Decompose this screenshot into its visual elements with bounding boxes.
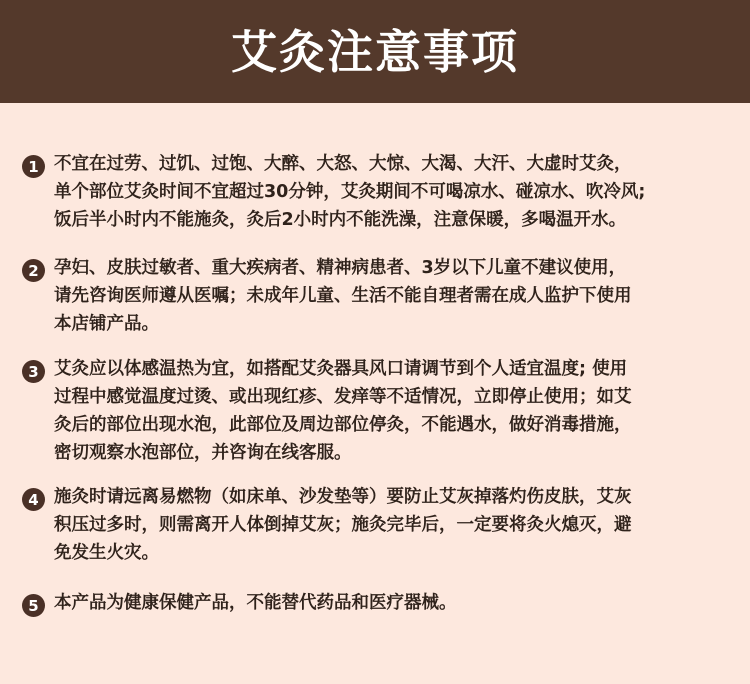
notice-item-2 — [22, 254, 734, 338]
number-badge-1: 1 — [22, 155, 45, 178]
notice-text-3 — [54, 355, 734, 467]
notice-text-1 — [54, 150, 734, 234]
notice-item-5 — [22, 589, 734, 617]
notice-line: 密切观察水泡部位，并咨询在线客服。 — [54, 443, 352, 463]
number-badge-2: 2 — [22, 259, 45, 282]
notice-text-5 — [54, 589, 734, 617]
notice-item-1 — [22, 150, 734, 234]
notice-line: 不宜在过劳、过饥、过饱、大醉、大怒、大惊、大渴、大汗、大虚时艾灸， — [54, 154, 632, 174]
notice-line: 请先咨询医师遵从医嘱；未成年儿童、生活不能自理者需在成人监护下使用 — [54, 286, 632, 306]
notice-text-2 — [54, 254, 734, 338]
notice-text-4 — [54, 483, 734, 567]
notice-line: 积压过多时，则需离开人体倒掉艾灰；施灸完毕后，一定要将灸火熄灭，避 — [54, 515, 632, 535]
notice-line: 饭后半小时内不能施灸，灸后2小时内不能洗澡，注意保暖，多喝温开水。 — [54, 210, 627, 230]
notice-line: 孕妇、皮肤过敏者、重大疾病者、精神病患者、3岁以下儿童不建议使用， — [54, 258, 627, 278]
notice-line: 过程中感觉温度过烫、或出现红疹、发痒等不适情况，立即停止使用；如艾 — [54, 387, 632, 407]
notice-line: 艾灸应以体感温热为宜，如搭配艾灸器具风口请调节到个人适宜温度; 使用 — [54, 359, 628, 379]
notice-line: 本店铺产品。 — [54, 314, 159, 334]
notice-line: 灸后的部位出现水泡，此部位及周边部位停灸，不能遇水，做好消毒措施， — [54, 415, 632, 435]
notice-line: 单个部位艾灸时间不宜超过30分钟，艾灸期间不可喝凉水、碰凉水、吹冷风; — [54, 182, 646, 202]
number-badge-3: 3 — [22, 360, 45, 383]
notice-line: 免发生火灾。 — [54, 543, 159, 563]
notice-line: 本产品为健康保健产品，不能替代药品和医疗器械。 — [54, 593, 457, 613]
notice-item-4 — [22, 483, 734, 567]
notice-line: 施灸时请远离易燃物（如床单、沙发垫等）要防止艾灰掉落灼伤皮肤，艾灰 — [54, 487, 632, 507]
number-badge-4: 4 — [22, 488, 45, 511]
page-title: 艾灸注意事项 — [231, 24, 519, 79]
notice-item-3 — [22, 355, 734, 467]
number-badge-5: 5 — [22, 594, 45, 617]
